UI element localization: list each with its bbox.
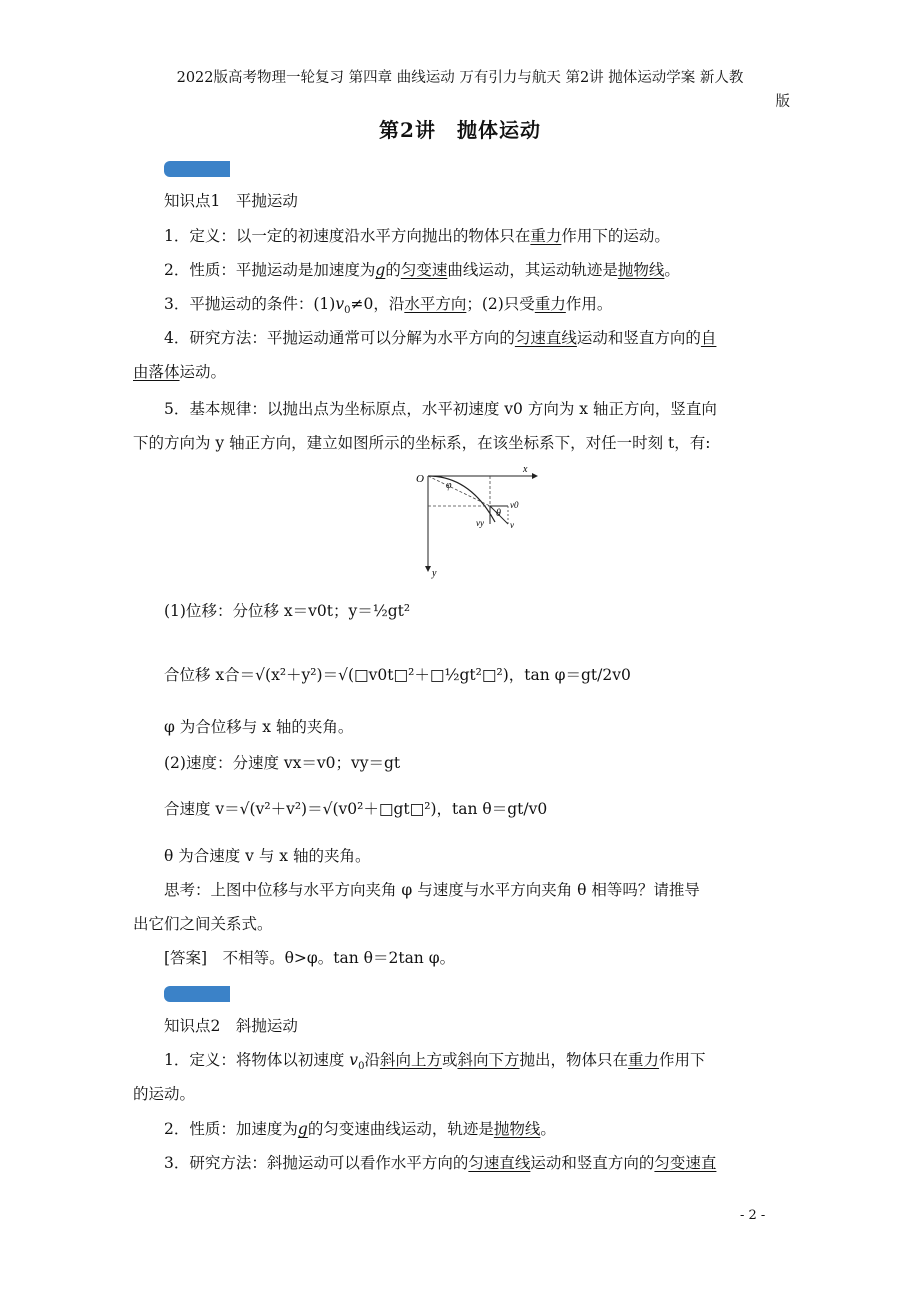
label-v0: v0 — [510, 500, 519, 510]
disp-formula-3: φ 为合位移与 x 轴的夹角。 — [164, 718, 354, 736]
trajectory — [428, 476, 495, 522]
header-line-1: 2022版高考物理一轮复习 第四章 曲线运动 万有引力与航天 第2讲 抛体运动学案 新人教 — [176, 70, 744, 86]
answer-line: [答案] 不相等。θ>φ。tan θ＝2tan φ。 — [164, 949, 456, 967]
k1-heading: 知识点1 平抛运动 — [164, 192, 298, 210]
vel-formula-1: (2)速度：分速度 vx＝v0；vy＝gt — [164, 754, 401, 772]
page-number: - 2 - — [740, 1208, 766, 1223]
k2-p1a: 1．定义：将物体以初速度 $v_0$沿斜向上方或斜向下方抛出，物体只在重力作用下 — [164, 1051, 706, 1073]
label-theta: θ — [496, 508, 501, 519]
k2-p1b: 的运动。 — [133, 1085, 196, 1103]
k1-p5b: 下的方向为 y 轴正方向，建立如图所示的坐标系，在该坐标系下，对任一时刻 t，有: — [133, 434, 711, 452]
x-arrow — [532, 473, 538, 479]
k1-p5a: 5．基本规律：以抛出点为坐标原点，水平初速度 v0 方向为 x 轴正方向，竖直向 — [164, 400, 717, 418]
k1-p3: 3．平抛运动的条件：$(1)v_0\ne 0$，沿水平方向；(2)只受重力作用。 — [164, 295, 613, 317]
section-bar-2 — [164, 986, 230, 1002]
k2-p2: 2．性质：加速度为g的匀变速曲线运动，轨迹是抛物线。 — [164, 1120, 556, 1138]
disp-formula-1: (1)位移：分位移 x＝v0t；y＝½gt² — [164, 602, 411, 620]
page-title: 第2讲 抛体运动 — [379, 118, 541, 142]
k1-p4a: 4．研究方法：平抛运动通常可以分解为水平方向的匀速直线运动和竖直方向的自 — [164, 329, 717, 347]
k1-p1: 1．定义：以一定的初速度沿水平方向抛出的物体只在重力作用下的运动。 — [164, 227, 670, 245]
label-o: O — [416, 473, 424, 485]
y-arrow — [425, 566, 431, 572]
k2-heading: 知识点2 斜抛运动 — [164, 1017, 298, 1035]
label-vy: vy — [476, 518, 484, 528]
vel-formula-3: θ 为合速度 v 与 x 轴的夹角。 — [164, 847, 371, 865]
label-x: x — [523, 464, 528, 475]
k2-p3: 3．研究方法：斜抛运动可以看作水平方向的匀速直线运动和竖直方向的匀变速直 — [164, 1154, 717, 1172]
section-bar — [164, 161, 230, 177]
vel-formula-2: 合速度 v＝√(v²＋v²)＝√(v0²＋□gt□²)，tan θ＝gt/v0 — [164, 800, 548, 818]
projectile-diagram — [410, 462, 540, 580]
label-phi: φ — [446, 480, 452, 491]
doc-header — [130, 66, 790, 114]
header-line-2: 版 — [775, 94, 790, 110]
label-v: v — [510, 520, 514, 530]
think-line-1: 思考：上图中位移与水平方向夹角 φ 与速度与水平方向夹角 θ 相等吗？请推导 — [164, 881, 700, 899]
k1-p4b: 由落体运动。 — [133, 363, 227, 381]
disp-formula-2: 合位移 x合＝√(x²＋y²)＝√(□v0t□²＋□½gt²□²)，tan φ＝gt/2v0 — [164, 666, 631, 684]
think-line-2: 出它们之间关系式。 — [133, 915, 273, 933]
label-y: y — [432, 568, 437, 579]
k1-p2: 2．性质：平抛运动是加速度为g的匀变速曲线运动，其运动轨迹是抛物线。 — [164, 261, 680, 279]
